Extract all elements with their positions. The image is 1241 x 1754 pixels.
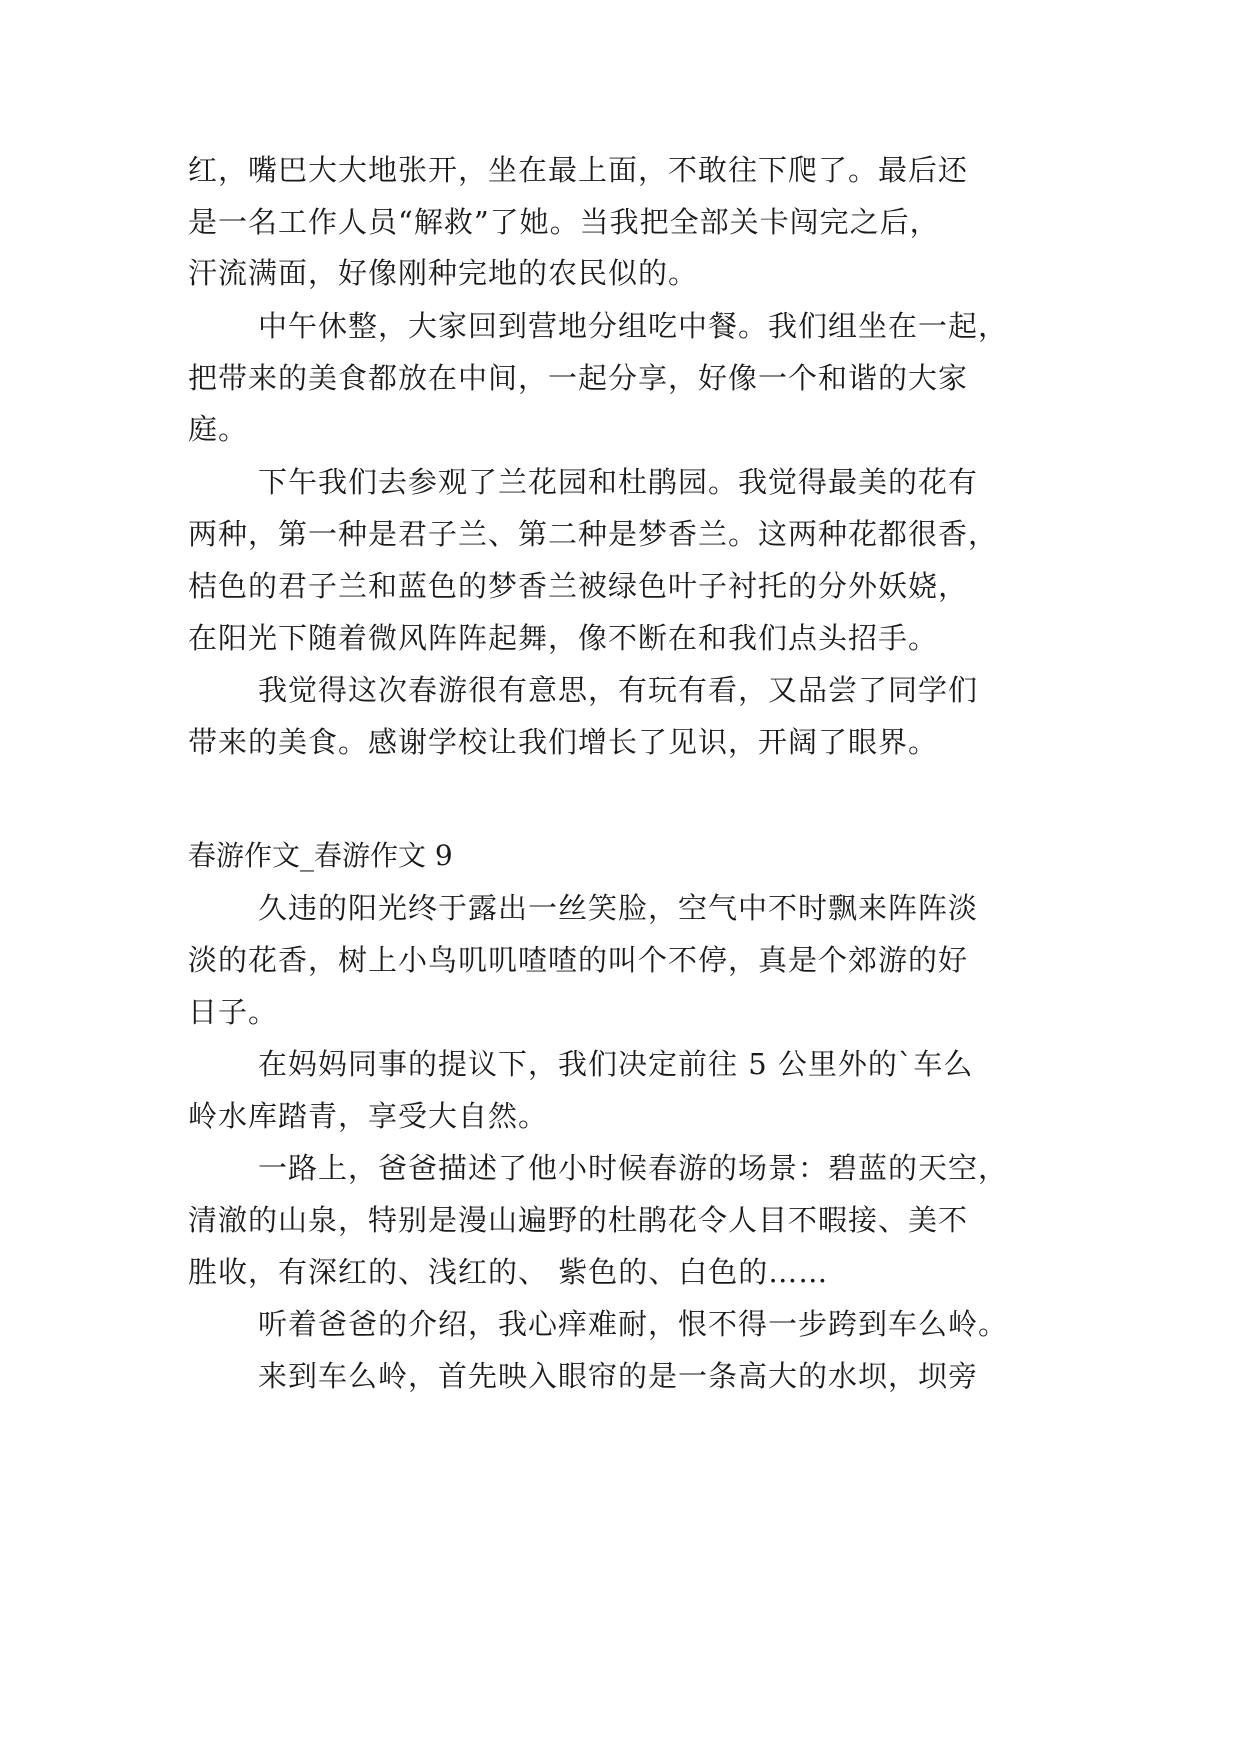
paragraph-line: 红，嘴巴大大地张开，坐在最上面，不敢往下爬了。最后还 (188, 153, 969, 187)
paragraph-line: 带来的美食。感谢学校让我们增长了见识，开阔了眼界。 (188, 725, 939, 759)
paragraph-line: 汗流满面，好像刚种完地的农民似的。 (188, 256, 699, 290)
paragraph-line: 在妈妈同事的提议下，我们决定前往 5 公里外的`车么 (258, 1047, 974, 1081)
paragraph-line: 两种，第一种是君子兰、第二种是梦香兰。这两种花都很香， (188, 517, 999, 551)
paragraph-line: 岭水库踏青，享受大自然。 (188, 1099, 549, 1133)
paragraph-line: 庭。 (188, 412, 249, 446)
paragraph-line: 清澈的山泉，特别是漫山遍野的杜鹃花令人目不暇接、美不 (188, 1203, 969, 1237)
paragraph-line: 是一名工作人员“解救”了她。当我把全部关卡闯完之后， (188, 205, 940, 239)
paragraph-line: 久违的阳光终于露出一丝笑脸，空气中不时飘来阵阵淡 (258, 891, 979, 925)
paragraph-line: 听着爸爸的介绍，我心痒难耐，恨不得一步跨到车么岭。 (258, 1307, 1009, 1341)
section-title: 春游作文_春游作文 9 (188, 839, 453, 872)
paragraph-line: 桔色的君子兰和蓝色的梦香兰被绿色叶子衬托的分外妖娆， (188, 569, 969, 603)
paragraph-line: 我觉得这次春游很有意思，有玩有看，又品尝了同学们 (258, 673, 979, 707)
paragraph-line: 在阳光下随着微风阵阵起舞，像不断在和我们点头招手。 (188, 621, 939, 655)
paragraph-line: 一路上，爸爸描述了他小时候春游的场景：碧蓝的天空， (258, 1151, 1009, 1185)
paragraph-line: 来到车么岭，首先映入眼帘的是一条高大的水坝，坝旁 (258, 1359, 979, 1393)
paragraph-line: 把带来的美食都放在中间，一起分享，好像一个和谐的大家 (188, 361, 969, 395)
paragraph-line: 日子。 (188, 995, 279, 1029)
paragraph-line: 淡的花香，树上小鸟叽叽喳喳的叫个不停，真是个郊游的好 (188, 943, 969, 977)
paragraph-line: 胜收，有深红的、浅红的、 紫色的、白色的…… (188, 1255, 829, 1289)
paragraph-line: 中午休整，大家回到营地分组吃中餐。我们组坐在一起， (258, 309, 1009, 343)
paragraph-line: 下午我们去参观了兰花园和杜鹃园。我觉得最美的花有 (258, 465, 979, 499)
